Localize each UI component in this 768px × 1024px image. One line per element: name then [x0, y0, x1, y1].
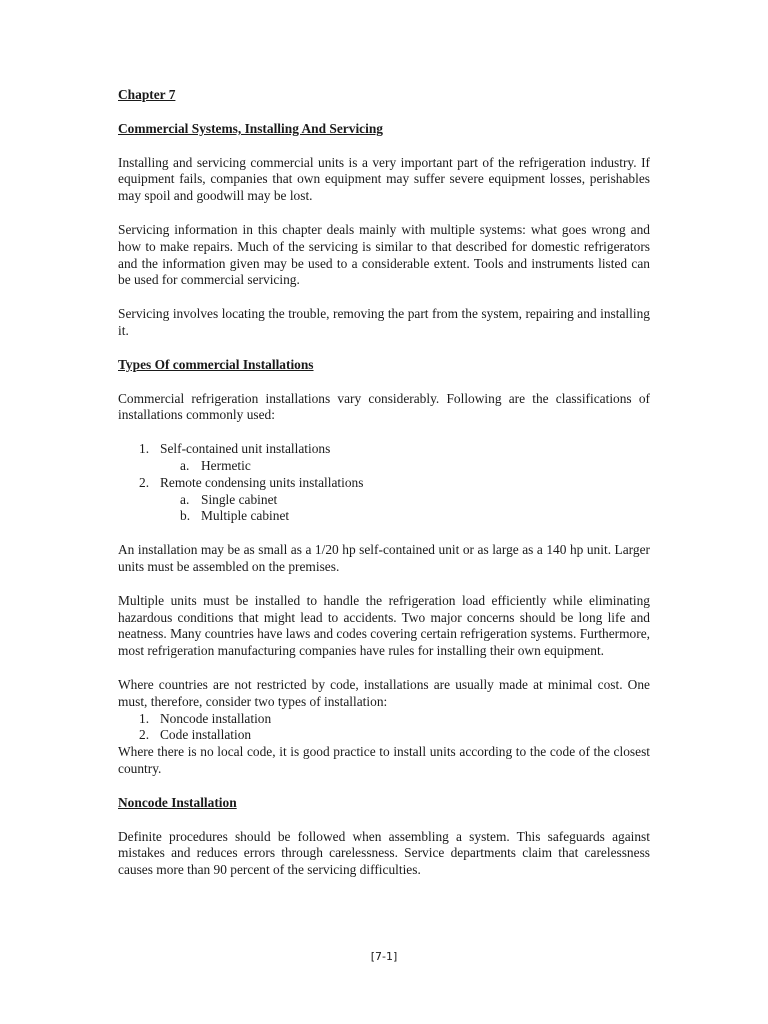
section-title: Commercial Systems, Installing And Servicing [118, 120, 383, 136]
local-code-paragraph: Where there is no local code, it is good practice to install units according to the code of the closest country. [118, 744, 650, 776]
list-item-number: 2. [139, 727, 150, 743]
chapter-title: Chapter 7 [118, 87, 176, 102]
sub-list-item-label: Single cabinet [201, 491, 278, 507]
noncode-paragraph: Definite procedures should be followed when assembling a system. This safeguards against mistakes and reduces errors through carelessness. Service departments claim that carelessness causes more than 90 percent of the servicing difficulties. [118, 828, 650, 878]
list-item [118, 711, 650, 728]
size-paragraph: An installation may be as small as a 1/20 hp self-contained unit or as large as a 140 hp unit. Larger units must be assembled on the premises. [118, 542, 650, 574]
list-item-label: Remote condensing units installations [160, 474, 364, 490]
list-item-number: 1. [139, 441, 150, 457]
paragraph-intro-3: Servicing involves locating the trouble, removing the part from the system, repairing and installing it. [118, 306, 650, 338]
list-item [118, 441, 650, 458]
paragraph-intro-1: Installing and servicing commercial units is a very important part of the refrigeration industry. If equipment fails, companies that own equipment may suffer severe equipment losses, perishables may spoil and goodwill may be lost. [118, 154, 650, 204]
types-heading: Types Of commercial Installations [118, 356, 314, 372]
sub-list-item [118, 492, 650, 509]
sub-list-item-letter: b. [180, 508, 191, 524]
sub-list-item-letter: a. [180, 457, 190, 473]
paragraph-intro-2: Servicing information in this chapter deals mainly with multiple systems: what goes wrong and how to make repairs. Much of the servicing is similar to that described for domestic refrigerators and the information given may be used to a considerable extent. Tools and instruments listed can be used for commercial servicing. [118, 221, 650, 288]
noncode-heading: Noncode Installation [118, 794, 237, 810]
sub-list-item-label: Multiple cabinet [201, 508, 290, 524]
types-intro-paragraph: Commercial refrigeration installations vary considerably. Following are the classifications of installations commonly used: [118, 390, 650, 423]
installation-types-list [118, 711, 650, 745]
list-item [118, 475, 650, 492]
classification-list [118, 441, 650, 525]
sub-list-item [118, 458, 650, 475]
sub-list-item [118, 508, 650, 525]
list-item [118, 727, 650, 744]
multiple-units-paragraph: Multiple units must be installed to handle the refrigeration load efficiently while eliminating hazardous conditions that might lead to accidents. Two major concerns should be long life and neatness. Many countries have laws and codes covering certain refrigeration systems. Furthermore, most refrigeration manufacturing companies have rules for installing their own equipment. [118, 592, 650, 659]
page-number: [7-1] [370, 950, 398, 963]
list-item-label: Noncode installation [160, 710, 272, 726]
sub-list-item-letter: a. [180, 491, 190, 507]
list-item-number: 2. [139, 474, 150, 490]
code-intro-paragraph: Where countries are not restricted by code, installations are usually made at minimal cost. One must, therefore, consider two types of installation: [118, 676, 650, 709]
list-item-number: 1. [139, 710, 150, 726]
document-page [118, 87, 650, 879]
list-item-label: Self-contained unit installations [160, 441, 331, 457]
sub-list-item-label: Hermetic [201, 457, 251, 473]
list-item-label: Code installation [160, 727, 252, 743]
